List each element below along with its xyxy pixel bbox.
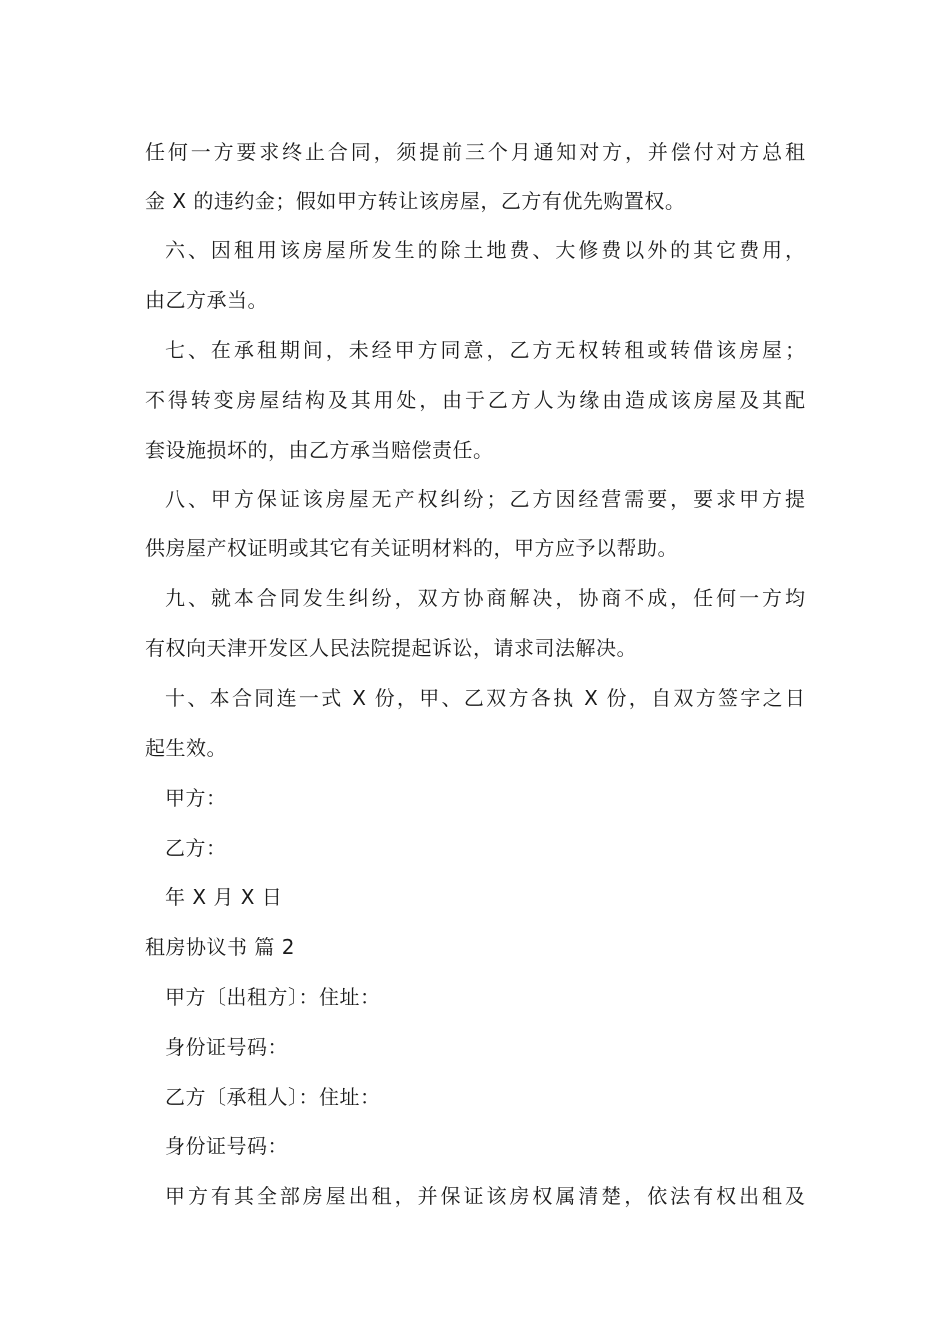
paragraph-line: 供房屋产权证明或其它有关证明材料的，甲方应予以帮助。 bbox=[145, 536, 678, 560]
clause-eight-line: 八、甲方保证该房屋无产权纠纷；乙方因经营需要，要求甲方提 bbox=[165, 487, 805, 511]
paragraph-line: 不得转变房屋结构及其用处，由于乙方人为缘由造成该房屋及其配 bbox=[145, 388, 805, 412]
paragraph-line: 套设施损坏的，由乙方承当赔偿责任。 bbox=[145, 438, 494, 462]
clause-ten-line: 十、本合同连一式 X 份，甲、乙双方各执 X 份，自双方签字之日 bbox=[165, 686, 805, 710]
clause-seven-line: 七、在承租期间，未经甲方同意，乙方无权转租或转借该房屋； bbox=[165, 338, 805, 362]
party-a-signature-label: 甲方： bbox=[165, 786, 227, 810]
date-line: 年 X 月 X 日 bbox=[165, 885, 283, 909]
section-title: 租房协议书 篇 2 bbox=[145, 935, 295, 959]
paragraph-line: 由乙方承当。 bbox=[145, 288, 268, 312]
paragraph-line: 金 X 的违约金；假如甲方转让该房屋，乙方有优先购置权。 bbox=[145, 189, 686, 213]
clause-nine-line: 九、就本合同发生纠纷，双方协商解决，协商不成，任何一方均 bbox=[165, 586, 805, 610]
clause-six-line: 六、因租用该房屋所发生的除土地费、大修费以外的其它费用， bbox=[165, 238, 805, 262]
party-a-address-label: 甲方〔出租方〕：住址： bbox=[165, 985, 381, 1009]
paragraph-line: 有权向天津开发区人民法院提起诉讼，请求司法解决。 bbox=[145, 636, 637, 660]
party-a-id-label: 身份证号码： bbox=[165, 1035, 288, 1059]
paragraph-line: 起生效。 bbox=[145, 736, 227, 760]
party-b-signature-label: 乙方： bbox=[165, 836, 227, 860]
party-b-id-label: 身份证号码： bbox=[165, 1134, 288, 1158]
paragraph-line: 任何一方要求终止合同，须提前三个月通知对方，并偿付对方总租 bbox=[145, 140, 805, 164]
paragraph-line: 甲方有其全部房屋出租，并保证该房权属清楚，依法有权出租及 bbox=[165, 1184, 805, 1208]
party-b-address-label: 乙方〔承租人〕：住址： bbox=[165, 1085, 381, 1109]
